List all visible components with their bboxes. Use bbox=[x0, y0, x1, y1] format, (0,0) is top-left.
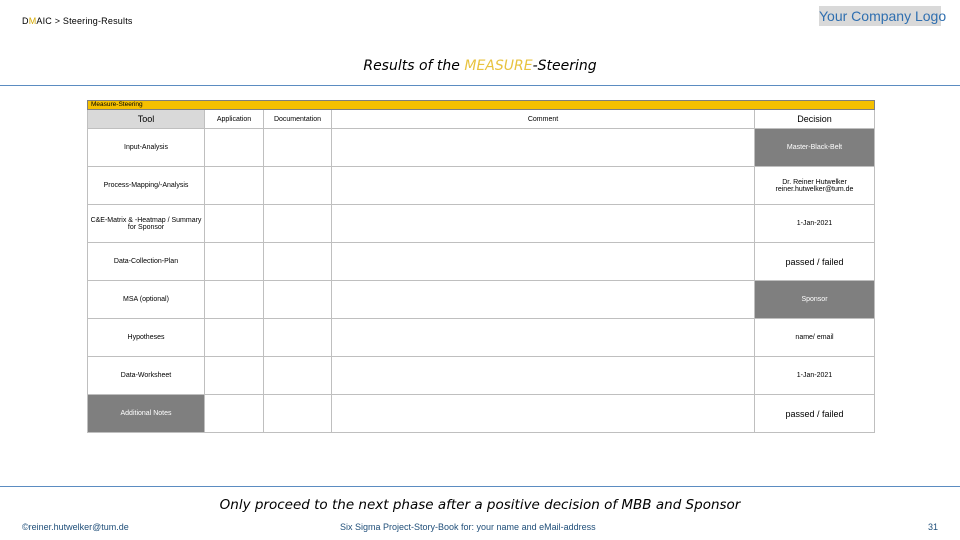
comment-cell[interactable] bbox=[332, 243, 755, 281]
comment-cell[interactable] bbox=[332, 319, 755, 357]
decision-cell[interactable]: 1-Jan-2021 bbox=[755, 205, 875, 243]
table-caption-row bbox=[88, 101, 875, 110]
table-row bbox=[88, 357, 875, 395]
company-logo: Your Company Logo bbox=[819, 8, 947, 24]
table-row bbox=[88, 319, 875, 357]
top-divider bbox=[0, 85, 960, 86]
comment-cell[interactable] bbox=[332, 395, 755, 433]
header-comment: Comment bbox=[332, 110, 755, 129]
table-row bbox=[88, 243, 875, 281]
decision-cell[interactable]: Master-Black-Belt bbox=[755, 129, 875, 167]
tool-cell: C&E-Matrix & -Heatmap / Summary for Sponsor bbox=[88, 205, 205, 243]
documentation-cell[interactable] bbox=[264, 205, 332, 243]
application-cell[interactable] bbox=[205, 395, 264, 433]
header-tool: Tool bbox=[88, 110, 205, 129]
footer-center-text: Six Sigma Project-Story-Book for: your name and eMail-address bbox=[340, 522, 596, 532]
decision-cell[interactable]: Sponsor bbox=[755, 281, 875, 319]
title-prefix: Results of the bbox=[363, 58, 465, 74]
application-cell[interactable] bbox=[205, 281, 264, 319]
decision-cell[interactable] bbox=[755, 167, 875, 205]
comment-cell[interactable] bbox=[332, 205, 755, 243]
footer-note: Only proceed to the next phase after a positive decision of MBB and Sponsor bbox=[219, 497, 741, 513]
tool-cell: Data-Collection-Plan bbox=[88, 243, 205, 281]
tool-cell: MSA (optional) bbox=[88, 281, 205, 319]
documentation-cell[interactable] bbox=[264, 357, 332, 395]
breadcrumb bbox=[22, 16, 133, 26]
comment-cell[interactable] bbox=[332, 357, 755, 395]
application-cell[interactable] bbox=[205, 243, 264, 281]
decision-cell[interactable]: passed / failed bbox=[755, 395, 875, 433]
decision-name: Dr. Reiner Hutwelker bbox=[782, 178, 847, 186]
breadcrumb-rest: AIC > Steering-Results bbox=[36, 16, 133, 26]
documentation-cell[interactable] bbox=[264, 129, 332, 167]
table-caption: Measure-Steering bbox=[88, 101, 875, 110]
title-highlight: MEASURE bbox=[464, 58, 533, 74]
page-number: 31 bbox=[928, 522, 939, 532]
tool-cell: Hypotheses bbox=[88, 319, 205, 357]
title-suffix: -Steering bbox=[532, 58, 597, 74]
table-row bbox=[88, 281, 875, 319]
table-row bbox=[88, 129, 875, 167]
table-row bbox=[88, 167, 875, 205]
bottom-divider bbox=[0, 486, 960, 487]
page-title bbox=[0, 58, 960, 74]
comment-cell[interactable] bbox=[332, 167, 755, 205]
documentation-cell[interactable] bbox=[264, 243, 332, 281]
tool-cell: Process-Mapping/-Analysis bbox=[88, 167, 205, 205]
tool-cell: Additional Notes bbox=[88, 395, 205, 433]
decision-cell[interactable]: passed / failed bbox=[755, 243, 875, 281]
table-row bbox=[88, 395, 875, 433]
header-decision: Decision bbox=[755, 110, 875, 129]
decision-cell[interactable]: name/ email bbox=[755, 319, 875, 357]
decision-cell[interactable]: 1-Jan-2021 bbox=[755, 357, 875, 395]
documentation-cell[interactable] bbox=[264, 395, 332, 433]
application-cell[interactable] bbox=[205, 167, 264, 205]
steering-table bbox=[87, 100, 875, 433]
application-cell[interactable] bbox=[205, 205, 264, 243]
application-cell[interactable] bbox=[205, 129, 264, 167]
tool-cell: Input-Analysis bbox=[88, 129, 205, 167]
footer-copyright: ©reiner.hutwelker@tum.de bbox=[22, 522, 129, 532]
header-application: Application bbox=[205, 110, 264, 129]
breadcrumb-d: D bbox=[22, 16, 29, 26]
application-cell[interactable] bbox=[205, 357, 264, 395]
decision-email: reiner.hutwelker@tum.de bbox=[775, 185, 854, 193]
table-row bbox=[88, 205, 875, 243]
documentation-cell[interactable] bbox=[264, 167, 332, 205]
header-documentation: Documentation bbox=[264, 110, 332, 129]
table-header-row bbox=[88, 110, 875, 129]
documentation-cell[interactable] bbox=[264, 281, 332, 319]
tool-cell: Data-Worksheet bbox=[88, 357, 205, 395]
comment-cell[interactable] bbox=[332, 129, 755, 167]
breadcrumb-m: M bbox=[28, 16, 37, 26]
application-cell[interactable] bbox=[205, 319, 264, 357]
documentation-cell[interactable] bbox=[264, 319, 332, 357]
comment-cell[interactable] bbox=[332, 281, 755, 319]
